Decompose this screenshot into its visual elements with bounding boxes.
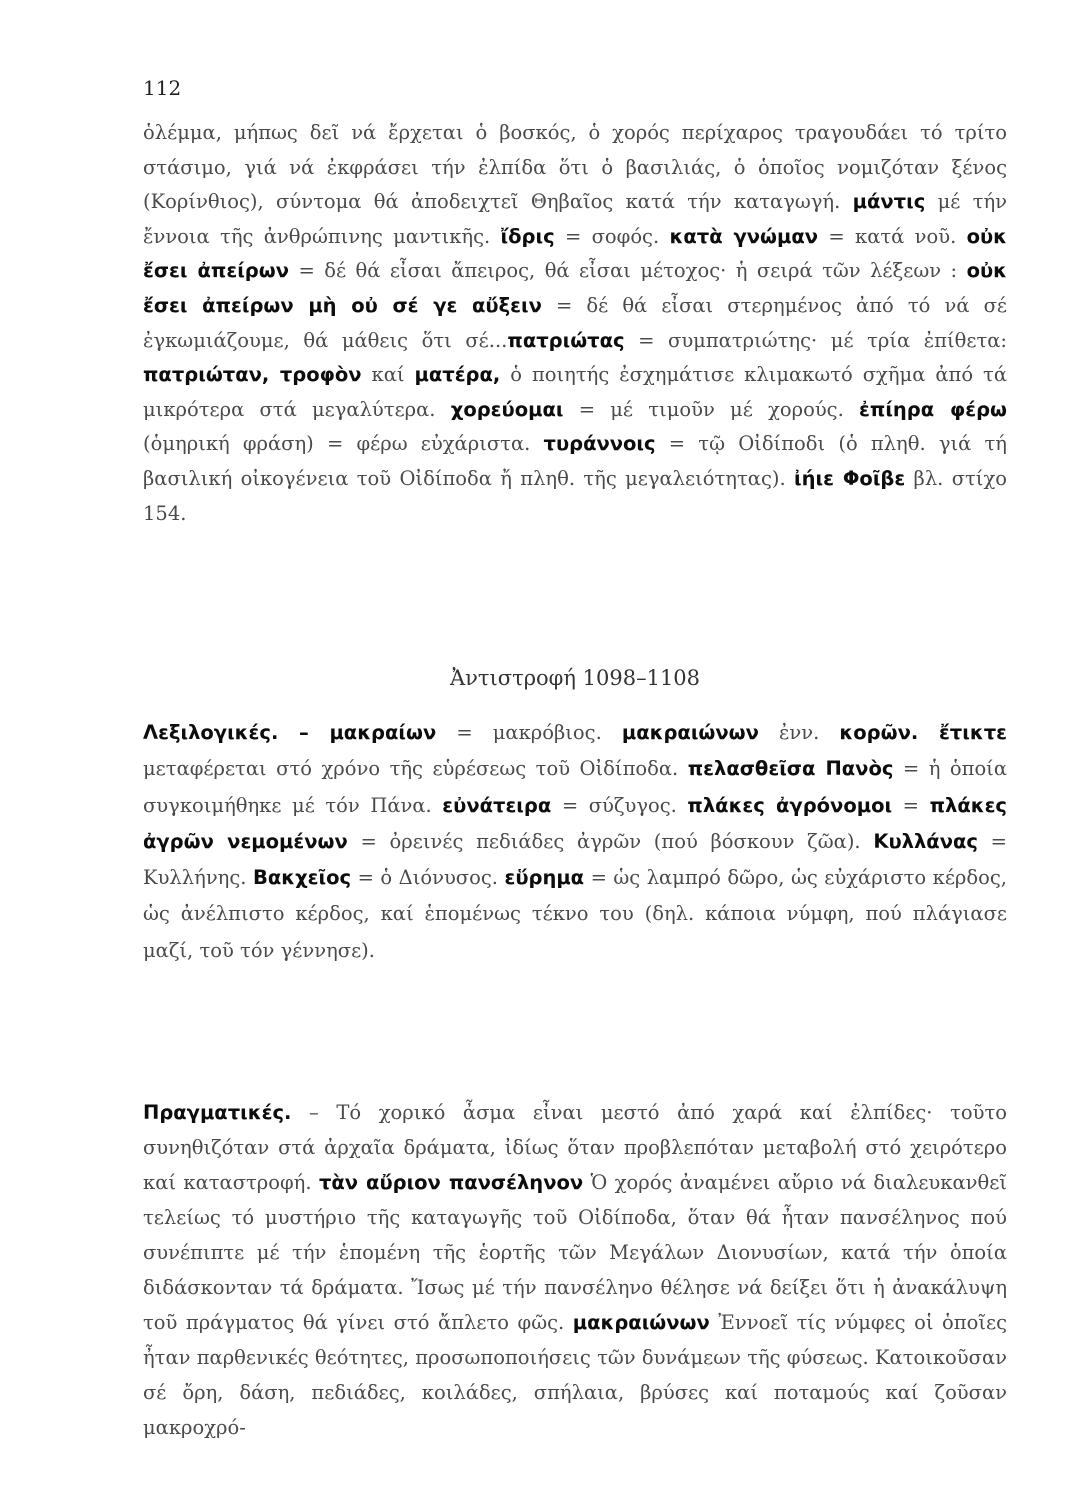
lemma-term: πλάκες ἀγρῶν νεμομένων — [143, 793, 1007, 853]
lemma-term: ἐπίηρα φέρω — [859, 397, 1008, 421]
lemma-term: ματέρα, — [414, 363, 501, 387]
lemma-term: Βακχεῖος — [252, 866, 352, 890]
lemma-term: οὐκ ἔσει ἀπείρων — [143, 224, 1008, 283]
gloss-text: = ὀρεινές πεδιάδες ἀγρῶν (πού βόσκουν ζῶα). — [347, 829, 874, 853]
gloss-text: Ὁ χορός ἀναμένει αὔριο νά διαλευκανθεῖ τελείως τό μυστήριο τῆς καταγωγῆς τοῦ Οἰδίποδα, ὅταν θά ἦταν πανσέληνος πού συνέπιπτε μέ τήν ἑπομένη τῆς ἑορτῆς τῶν Μεγάλων Διονυσίων, κατά τήν ὁποία διδάσκονταν τά δράματα. Ἴσως μέ τήν πανσέληνο θέλησε νά δείξει ὅτι ἡ ἀνακάλυψη τοῦ πράγματος θά γίνει στό ἄπλετο φῶς. — [143, 1171, 1007, 1334]
gloss-text: = — [892, 793, 930, 817]
paragraph-text — [143, 1095, 1007, 1445]
gloss-text: = ἡ ὁποία συγκοιμήθηκε μέ τόν Πάνα. — [143, 757, 1007, 817]
lemma-term: πελασθεῖσα Πανὸς — [687, 757, 894, 781]
gloss-text: ἐνν. — [758, 721, 840, 744]
gloss-text: ὁ ποιητής ἐσχημάτισε κλιμακωτό σχῆμα ἀπό τά μικρότερα στά μεγαλύτερα. — [143, 363, 1007, 421]
lemma-term: Πραγματικές. — [143, 1101, 292, 1124]
lemma-term: μάντις — [852, 190, 926, 214]
lemma-term: Κυλλάνας — [873, 829, 978, 853]
lemma-term: τὰν αὔριον πανσέληνον — [318, 1171, 584, 1194]
section-heading-antistrophe: Ἀντιστροφή 1098–1108 — [449, 666, 701, 690]
lemma-term: πατριώτας — [507, 328, 625, 352]
lemma-term: χορεύομαι — [450, 397, 564, 421]
lemma-term: Λεξιλογικές. – μακραίων — [143, 721, 437, 744]
page-number: 112 — [143, 76, 182, 100]
gloss-text: = κατά νοῦ. — [818, 224, 967, 248]
lemma-term: μακραιώνων — [621, 721, 759, 744]
lemma-term: πατριώταν, τροφὸν — [143, 363, 362, 387]
gloss-text: καί — [361, 363, 415, 387]
lemma-term: οὐκ ἔσει ἀπείρων μὴ οὐ σέ γε αὔξειν — [143, 259, 1007, 317]
lemma-term: τυράννοις — [543, 432, 656, 456]
lemma-term: πλάκες ἀγρόνομοι — [687, 793, 893, 817]
lemma-term: κορῶν. ἔτικτε — [839, 721, 1007, 744]
lemma-term: ἰήιε Φοῖβε — [794, 466, 906, 490]
commentary-paragraph-stasimon — [143, 116, 1007, 531]
gloss-text: = ὡς λαμπρό δῶρο, ὡς εὐχάριστο κέρδος, ὡς ἀνέλπιστο κέρδος, καί ἑπομένως τέκνο του (δηλ. κάποια νύμφη, πού πλάγιασε μαζί, τοῦ τόν γέννησε). — [143, 866, 1007, 962]
gloss-text: = σοφός. — [554, 224, 670, 248]
gloss-text: μεταφέρεται στό χρόνο τῆς εὑρέσεως τοῦ Οἰδίποδα. — [143, 757, 688, 781]
factual-notes-paragraph — [143, 1095, 1007, 1445]
lemma-term: ἴδρις — [500, 224, 555, 248]
lemma-term: κατὰ γνώμαν — [669, 224, 819, 248]
gloss-text: Ἐννοεῖ τίς νύμφες οἱ ὁποῖες ἦταν παρθενικές θεότητες, προσωποποιήσεις τῶν δυνάμεων τῆς φύσεως. Κατοικοῦσαν σέ ὄρη, δάση, πεδιάδες, κοιλάδες, σπήλαια, βρύσες καί ποταμούς καί ζοῦσαν μακροχρό- — [143, 1311, 1007, 1439]
paragraph-text — [143, 715, 1007, 969]
gloss-text: = μακρόβιος. — [436, 721, 622, 744]
lemma-term: μακραιώνων — [572, 1311, 710, 1334]
gloss-text: – Τό χορικό ἆσμα εἶναι μεστό ἀπό χαρά καί ἐλπίδες· τοῦτο συνηθιζόταν στά ἀρχαῖα δράματα, ἰδίως ὅταν προβλεπόταν μεταβολή στό χειρότερο καί καταστροφή. — [143, 1101, 1007, 1194]
gloss-text: = σύζυγος. — [551, 793, 688, 817]
gloss-text: = Κυλλήνης. — [143, 829, 1007, 890]
gloss-text: = ὁ Διόνυσος. — [351, 866, 505, 890]
gloss-text: (ὁμηρική φράση) = φέρω εὐχάριστα. — [143, 432, 544, 456]
lexical-notes-paragraph — [143, 715, 1007, 969]
gloss-text: = μέ τιμοῦν μέ χορούς. — [563, 397, 860, 421]
lemma-term: εὐνάτειρα — [442, 793, 552, 817]
gloss-text: = δέ θά εἶσαι στερημένος ἀπό τό νά σέ ἐγκωμιάζουμε, θά μάθεις ὅτι σέ... — [143, 293, 1007, 352]
gloss-text: βλ. στίχο 154. — [143, 466, 1008, 525]
gloss-text: μέ τήν ἔννοια τῆς ἀνθρώπινης μαντικῆς. — [143, 190, 1008, 248]
lemma-term: εὕρημα — [504, 866, 585, 890]
gloss-text: = συμπατριώτης· μέ τρία ἐπίθετα: — [624, 328, 1008, 352]
gloss-text: ὁλέμμα, μήπως δεῖ νά ἔρχεται ὁ βοσκός, ὁ χορός περίχαρος τραγουδάει τό τρίτο στάσιμο, γιά νά ἐκφράσει τήν ἐλπίδα ὅτι ὁ βασιλιάς, ὁ ὁποῖος νομιζόταν ξένος (Κορίνθιος), σύντομα θά ἀποδειχτεῖ Θηβαῖος κατά τήν καταγωγή. — [143, 121, 1007, 214]
gloss-text: = τῷ Οἰδίποδι (ὁ πληθ. γιά τή βασιλική οἰκογένεια τοῦ Οἰδίποδα ἤ πληθ. τῆς μεγαλειότητας). — [143, 432, 1007, 490]
paragraph-text — [143, 116, 1007, 531]
gloss-text: = δέ θά εἶσαι ἄπειρος, θά εἶσαι μέτοχος· ἡ σειρά τῶν λέξεων : — [289, 259, 967, 283]
